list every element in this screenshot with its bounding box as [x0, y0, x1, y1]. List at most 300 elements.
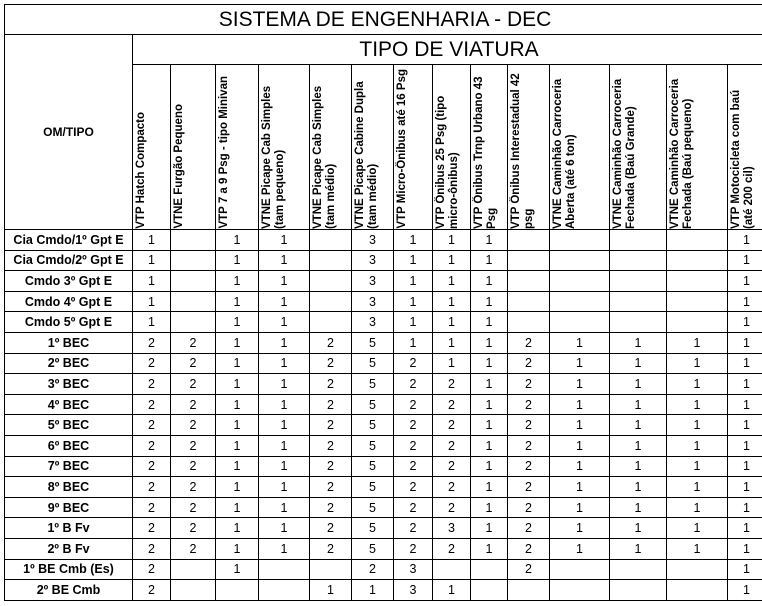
table-cell — [508, 250, 550, 271]
row-header-om: 5º BEC — [5, 415, 133, 436]
column-header — [310, 65, 352, 230]
table-cell: 1 — [610, 456, 667, 477]
table-cell: 2 — [310, 374, 352, 395]
column-header — [550, 65, 610, 230]
table-cell: 1 — [728, 580, 762, 601]
table-cell: 1 — [433, 271, 471, 292]
table-cell: 1 — [610, 374, 667, 395]
table-cell: 2 — [310, 394, 352, 415]
table-cell: 1 — [216, 230, 259, 251]
table-cell: 1 — [433, 312, 471, 333]
table-cell: 1 — [610, 332, 667, 353]
table-cell: 1 — [259, 312, 310, 333]
table-cell: 1 — [728, 271, 762, 292]
table-cell: 2 — [394, 353, 433, 374]
table-cell: 2 — [433, 538, 471, 559]
row-header-om: 2º BE Cmb — [5, 580, 133, 601]
column-header-label: VTNE Caminhão Carroceria Fechada (Baú pequeno) — [669, 78, 694, 229]
table-cell — [171, 291, 216, 312]
table-cell: 1 — [259, 394, 310, 415]
table-cell — [550, 291, 610, 312]
table-cell: 1 — [259, 456, 310, 477]
table-cell — [550, 271, 610, 292]
table-cell: 1 — [259, 538, 310, 559]
table-cell: 1 — [550, 538, 610, 559]
table-cell: 1 — [259, 230, 310, 251]
column-header-label: VTP Ônibus Trnp Urbano 43 Psg — [473, 76, 498, 229]
table-cell: 1 — [728, 353, 762, 374]
table-cell: 1 — [667, 435, 728, 456]
table-cell: 2 — [310, 497, 352, 518]
column-header-label: VTNE Caminhão Carroceria Aberta (até 6 ton) — [552, 78, 577, 229]
column-header — [394, 65, 433, 230]
column-header — [171, 65, 216, 230]
table-cell: 2 — [433, 415, 471, 436]
table-cell: 1 — [394, 291, 433, 312]
column-header-label: VTP Motocicleta com baú (até 200 cil) — [730, 89, 755, 229]
table-row — [5, 394, 762, 415]
table-cell: 2 — [171, 394, 216, 415]
row-header-om: 6º BEC — [5, 435, 133, 456]
row-header-om: 1º BE Cmb (Es) — [5, 559, 133, 580]
table-cell: 1 — [259, 497, 310, 518]
column-header — [352, 65, 394, 230]
table-cell: 1 — [133, 291, 171, 312]
table-cell: 1 — [259, 415, 310, 436]
table-cell: 1 — [433, 580, 471, 601]
column-header-label: VTP Hatch Compacto — [135, 112, 147, 229]
table-cell: 2 — [394, 415, 433, 436]
table-cell: 1 — [216, 250, 259, 271]
table-cell — [610, 312, 667, 333]
table-cell — [259, 559, 310, 580]
table-cell: 2 — [508, 456, 550, 477]
table-cell — [508, 580, 550, 601]
table-cell: 1 — [728, 518, 762, 539]
row-header-om: Cia Cmdo/2º Gpt E — [5, 250, 133, 271]
table-cell — [310, 291, 352, 312]
table-cell: 1 — [728, 250, 762, 271]
table-cell: 2 — [508, 518, 550, 539]
table-cell: 2 — [133, 353, 171, 374]
table-cell — [310, 230, 352, 251]
table-row — [5, 456, 762, 477]
table-cell: 1 — [550, 394, 610, 415]
table-cell: 5 — [352, 435, 394, 456]
table-cell: 2 — [508, 538, 550, 559]
vehicle-table-sheet — [4, 4, 758, 602]
table-cell: 1 — [728, 312, 762, 333]
table-cell: 1 — [728, 559, 762, 580]
table-cell — [667, 559, 728, 580]
column-header — [610, 65, 667, 230]
table-cell: 2 — [394, 374, 433, 395]
table-cell: 2 — [310, 415, 352, 436]
row-header-om: Cmdo 3º Gpt E — [5, 271, 133, 292]
table-cell: 2 — [394, 456, 433, 477]
table-cell: 1 — [550, 415, 610, 436]
table-cell: 1 — [259, 353, 310, 374]
column-header — [133, 65, 171, 230]
table-cell: 2 — [508, 435, 550, 456]
table-cell: 2 — [508, 415, 550, 436]
table-cell: 5 — [352, 456, 394, 477]
table-cell: 2 — [508, 497, 550, 518]
table-cell: 1 — [259, 477, 310, 498]
table-cell: 1 — [133, 312, 171, 333]
row-header-om: 7º BEC — [5, 456, 133, 477]
table-cell: 1 — [352, 580, 394, 601]
table-cell: 1 — [433, 250, 471, 271]
table-cell: 1 — [550, 353, 610, 374]
table-cell: 1 — [728, 394, 762, 415]
table-cell: 2 — [508, 353, 550, 374]
table-cell: 1 — [471, 312, 508, 333]
table-cell: 2 — [394, 477, 433, 498]
column-header — [667, 65, 728, 230]
table-cell: 1 — [471, 538, 508, 559]
table-cell: 1 — [610, 435, 667, 456]
table-cell: 1 — [550, 477, 610, 498]
table-cell: 2 — [508, 332, 550, 353]
table-cell: 2 — [133, 518, 171, 539]
table-cell: 2 — [133, 580, 171, 601]
table-cell — [667, 312, 728, 333]
table-cell: 2 — [433, 394, 471, 415]
table-cell: 3 — [352, 230, 394, 251]
table-cell — [550, 250, 610, 271]
row-header-om: Cmdo 5º Gpt E — [5, 312, 133, 333]
table-cell: 2 — [433, 497, 471, 518]
table-cell: 1 — [216, 394, 259, 415]
table-cell: 1 — [394, 332, 433, 353]
table-cell: 2 — [310, 538, 352, 559]
table-cell — [667, 271, 728, 292]
table-cell: 1 — [216, 415, 259, 436]
table-cell: 2 — [310, 518, 352, 539]
table-cell: 1 — [728, 435, 762, 456]
table-cell — [550, 559, 610, 580]
table-cell: 1 — [610, 353, 667, 374]
table-cell: 2 — [133, 394, 171, 415]
table-cell: 1 — [667, 394, 728, 415]
table-cell: 2 — [171, 374, 216, 395]
table-cell: 1 — [550, 332, 610, 353]
table-cell: 2 — [171, 497, 216, 518]
table-cell — [550, 230, 610, 251]
column-header-label: VTP 7 a 9 Psg - tipo Minivan — [218, 76, 230, 229]
table-cell — [667, 250, 728, 271]
table-cell: 1 — [471, 518, 508, 539]
table-cell: 1 — [550, 374, 610, 395]
column-header — [216, 65, 259, 230]
table-cell: 1 — [667, 456, 728, 477]
table-row — [5, 497, 762, 518]
table-row — [5, 332, 762, 353]
table-cell: 1 — [259, 271, 310, 292]
table-cell — [171, 580, 216, 601]
row-header-om: Cia Cmdo/1º Gpt E — [5, 230, 133, 251]
table-cell: 1 — [550, 456, 610, 477]
table-row — [5, 477, 762, 498]
table-cell: 1 — [394, 230, 433, 251]
table-cell: 1 — [259, 291, 310, 312]
table-cell: 2 — [508, 374, 550, 395]
table-cell: 2 — [508, 477, 550, 498]
table-cell: 3 — [352, 250, 394, 271]
table-cell: 1 — [471, 394, 508, 415]
table-cell: 2 — [394, 497, 433, 518]
table-cell — [508, 312, 550, 333]
table-cell: 1 — [433, 353, 471, 374]
row-header-om: 8º BEC — [5, 477, 133, 498]
table-cell: 1 — [728, 415, 762, 436]
table-cell: 1 — [471, 291, 508, 312]
table-cell — [550, 312, 610, 333]
table-cell: 1 — [216, 312, 259, 333]
table-cell: 1 — [610, 415, 667, 436]
table-cell: 1 — [216, 518, 259, 539]
table-cell: 2 — [171, 332, 216, 353]
table-cell: 1 — [433, 332, 471, 353]
table-cell: 2 — [133, 415, 171, 436]
table-cell: 2 — [508, 394, 550, 415]
table-cell — [171, 230, 216, 251]
table-cell — [310, 250, 352, 271]
table-cell: 3 — [394, 580, 433, 601]
table-cell: 5 — [352, 332, 394, 353]
table-cell: 2 — [394, 394, 433, 415]
row-header-om: 2º BEC — [5, 353, 133, 374]
table-cell — [610, 559, 667, 580]
table-cell: 1 — [471, 374, 508, 395]
table-row — [5, 435, 762, 456]
table-cell — [171, 312, 216, 333]
column-header-label: VTNE Caminhão Carroceria Fechada (Baú Grande) — [612, 78, 637, 229]
table-cell — [216, 580, 259, 601]
table-cell: 5 — [352, 497, 394, 518]
table-cell: 1 — [471, 353, 508, 374]
table-cell: 2 — [171, 353, 216, 374]
table-cell: 1 — [216, 353, 259, 374]
table-cell: 2 — [433, 374, 471, 395]
table-cell — [508, 230, 550, 251]
table-row — [5, 230, 762, 251]
table-cell: 1 — [610, 538, 667, 559]
table-cell — [610, 271, 667, 292]
table-cell: 1 — [550, 497, 610, 518]
row-header-om: 3º BEC — [5, 374, 133, 395]
table-cell: 2 — [310, 456, 352, 477]
vehicle-table — [4, 4, 762, 601]
table-cell: 5 — [352, 538, 394, 559]
table-cell: 1 — [667, 477, 728, 498]
table-cell: 1 — [216, 291, 259, 312]
table-cell: 2 — [394, 435, 433, 456]
table-cell: 1 — [216, 374, 259, 395]
table-cell: 2 — [394, 538, 433, 559]
table-cell — [508, 291, 550, 312]
table-cell: 1 — [667, 518, 728, 539]
table-cell: 2 — [310, 435, 352, 456]
table-cell — [471, 580, 508, 601]
table-title: SISTEMA DE ENGENHARIA - DEC — [5, 5, 762, 35]
table-cell: 1 — [259, 374, 310, 395]
table-row — [5, 580, 762, 601]
table-cell: 2 — [433, 435, 471, 456]
table-cell — [610, 230, 667, 251]
table-cell — [610, 580, 667, 601]
table-cell — [667, 230, 728, 251]
table-cell: 2 — [133, 559, 171, 580]
table-cell: 1 — [259, 250, 310, 271]
table-cell: 1 — [728, 291, 762, 312]
table-cell: 1 — [471, 435, 508, 456]
table-cell: 1 — [471, 415, 508, 436]
table-cell: 1 — [471, 456, 508, 477]
table-cell: 3 — [352, 291, 394, 312]
table-cell: 2 — [394, 518, 433, 539]
table-cell: 1 — [259, 518, 310, 539]
column-header — [433, 65, 471, 230]
table-cell: 1 — [667, 374, 728, 395]
table-cell: 1 — [610, 477, 667, 498]
table-cell: 1 — [216, 477, 259, 498]
table-cell: 1 — [728, 497, 762, 518]
table-cell: 1 — [471, 332, 508, 353]
table-cell: 5 — [352, 353, 394, 374]
table-cell: 2 — [133, 538, 171, 559]
table-cell: 1 — [471, 250, 508, 271]
table-cell: 1 — [259, 435, 310, 456]
table-cell: 2 — [310, 353, 352, 374]
table-cell: 5 — [352, 477, 394, 498]
table-cell: 1 — [610, 497, 667, 518]
table-cell: 1 — [133, 230, 171, 251]
table-cell: 1 — [728, 374, 762, 395]
table-cell: 2 — [433, 477, 471, 498]
table-cell: 1 — [610, 518, 667, 539]
table-cell: 2 — [310, 332, 352, 353]
column-header-label: VTNE Picape Cabine Dupla (tam médio) — [354, 81, 379, 229]
table-cell: 5 — [352, 518, 394, 539]
table-cell — [310, 559, 352, 580]
table-cell: 1 — [259, 332, 310, 353]
table-cell — [171, 271, 216, 292]
table-cell: 1 — [216, 559, 259, 580]
column-header-label: VTNE Picape Cab Simples (tam médio) — [312, 85, 337, 229]
table-cell: 1 — [133, 271, 171, 292]
table-body — [5, 230, 762, 601]
table-cell: 2 — [171, 538, 216, 559]
table-cell: 1 — [550, 518, 610, 539]
table-row — [5, 353, 762, 374]
table-cell — [310, 312, 352, 333]
table-cell: 2 — [171, 435, 216, 456]
table-cell: 2 — [171, 518, 216, 539]
table-cell: 1 — [433, 291, 471, 312]
table-cell: 1 — [216, 435, 259, 456]
table-cell: 1 — [133, 250, 171, 271]
column-header-label: VTP Ônibus 25 Psg (tipo micro-ônibus) — [435, 95, 460, 229]
row-header-om: Cmdo 4º Gpt E — [5, 291, 133, 312]
table-cell: 1 — [216, 456, 259, 477]
table-cell: 5 — [352, 415, 394, 436]
table-cell — [508, 271, 550, 292]
vehicle-type-header: TIPO DE VIATURA — [133, 35, 762, 65]
table-cell: 1 — [394, 250, 433, 271]
table-cell: 2 — [133, 456, 171, 477]
table-row — [5, 271, 762, 292]
row-header-om: 4º BEC — [5, 394, 133, 415]
table-cell: 2 — [310, 477, 352, 498]
table-cell: 5 — [352, 394, 394, 415]
table-cell: 5 — [352, 374, 394, 395]
table-cell: 3 — [394, 559, 433, 580]
table-cell: 1 — [471, 497, 508, 518]
row-header-om: 9º BEC — [5, 497, 133, 518]
table-cell — [610, 250, 667, 271]
table-cell: 1 — [667, 538, 728, 559]
column-header — [259, 65, 310, 230]
table-cell: 1 — [550, 435, 610, 456]
table-cell: 1 — [216, 332, 259, 353]
table-cell: 1 — [216, 271, 259, 292]
table-cell: 2 — [133, 332, 171, 353]
table-cell: 3 — [433, 518, 471, 539]
table-cell: 1 — [471, 230, 508, 251]
table-cell — [471, 559, 508, 580]
table-cell — [667, 291, 728, 312]
table-row — [5, 312, 762, 333]
table-cell: 2 — [352, 559, 394, 580]
table-cell: 1 — [471, 271, 508, 292]
table-cell: 1 — [216, 497, 259, 518]
table-cell: 2 — [433, 456, 471, 477]
column-header-label: VTP Ônibus Interestadual 42 psg — [510, 73, 535, 229]
column-header — [508, 65, 550, 230]
table-row — [5, 250, 762, 271]
table-cell: 2 — [133, 374, 171, 395]
table-cell: 2 — [171, 456, 216, 477]
column-header — [471, 65, 508, 230]
table-row — [5, 374, 762, 395]
row-header-om: 1º BEC — [5, 332, 133, 353]
table-cell: 3 — [352, 312, 394, 333]
table-cell: 2 — [133, 477, 171, 498]
table-cell: 1 — [310, 580, 352, 601]
row-header-om: 1º B Fv — [5, 518, 133, 539]
table-cell: 1 — [667, 497, 728, 518]
table-cell: 1 — [667, 332, 728, 353]
table-cell: 1 — [471, 477, 508, 498]
table-cell — [667, 580, 728, 601]
table-cell: 1 — [728, 456, 762, 477]
table-cell: 2 — [508, 559, 550, 580]
table-row — [5, 538, 762, 559]
table-cell: 1 — [728, 332, 762, 353]
table-cell — [550, 580, 610, 601]
column-header-label: VTP Micro-Ônibus até 16 Psg — [396, 69, 408, 229]
table-cell: 2 — [171, 415, 216, 436]
table-cell: 1 — [667, 353, 728, 374]
table-cell: 1 — [394, 312, 433, 333]
table-cell: 2 — [133, 497, 171, 518]
table-cell: 1 — [728, 477, 762, 498]
table-cell: 1 — [667, 415, 728, 436]
table-cell — [171, 250, 216, 271]
table-cell: 2 — [171, 477, 216, 498]
